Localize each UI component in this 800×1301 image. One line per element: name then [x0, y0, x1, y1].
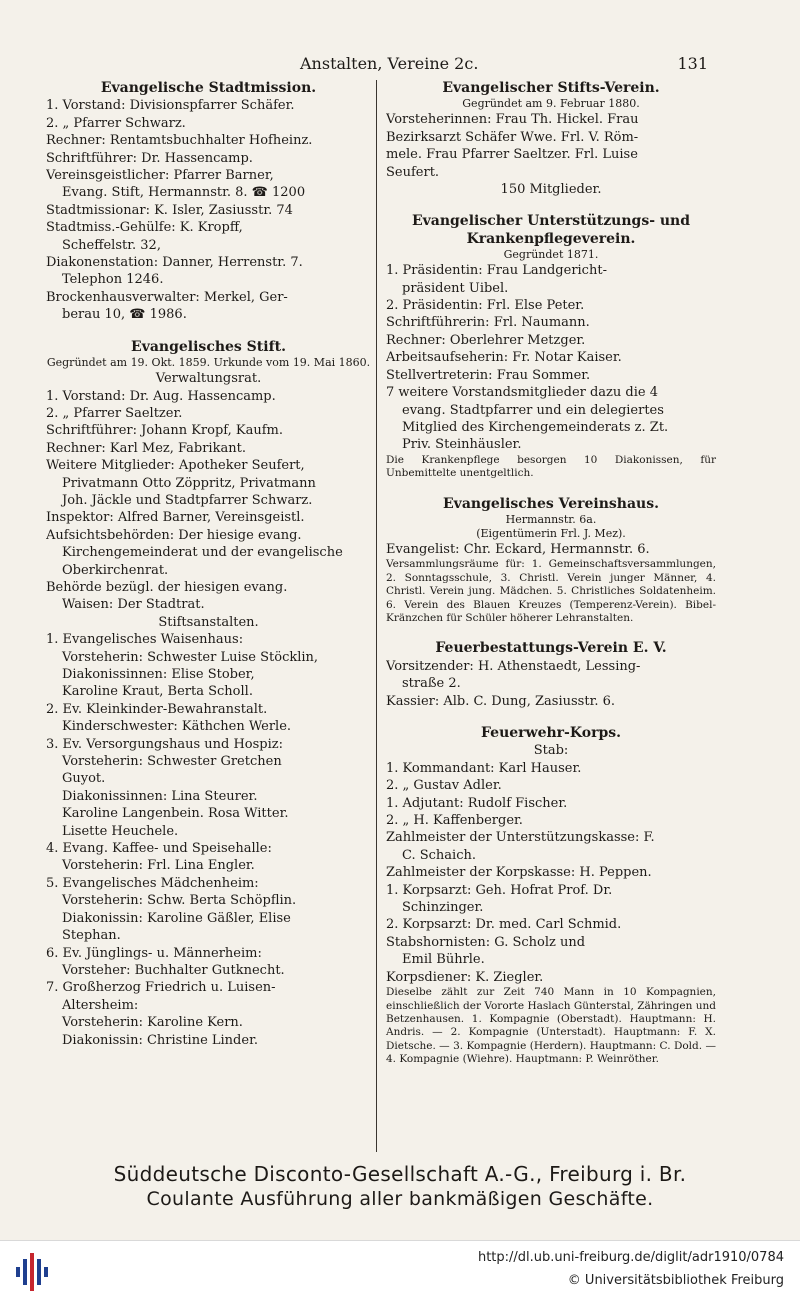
entry-line: Vorsitzender: H. Athenstaedt, Lessing- [386, 658, 641, 674]
entry-line: Telephon 1246. [62, 272, 164, 288]
section-feuerwehr [386, 725, 716, 1067]
section-title: Feuerwehr-Korps. [481, 725, 621, 741]
entry-line: Rechner: Rentamtsbuchhalter Hofheinz. [46, 133, 313, 149]
entry-line: 4. Evang. Kaffee- und Speisehalle: [46, 841, 272, 857]
entry-line: Diakonissin: Christine Linder. [62, 1032, 258, 1048]
entry-line: 1. Evangelisches Waisenhaus: [46, 632, 244, 648]
entry-line: berau 10, ☎ 1986. [62, 307, 187, 323]
entry-line: Vorsteherin: Frl. Lina Engler. [62, 858, 255, 874]
entry-line: 1. Vorstand: Divisionspfarrer Schäfer. [46, 98, 295, 114]
entry-line: Stadtmissionar: K. Isler, Zasiusstr. 74 [46, 202, 293, 218]
entry-line: 2. Ev. Kleinkinder-Bewahranstalt. [46, 701, 268, 717]
section-title: Evangelisches Vereinshaus. [443, 495, 659, 512]
entry-line: Vorsteherin: Schwester Luise Stöcklin, [62, 649, 319, 665]
entry-line: Privatmann Otto Zöppritz, Privatmann [62, 475, 316, 491]
entry-line: Weitere Mitglieder: Apotheker Seufert, [46, 458, 305, 474]
left-column [46, 80, 371, 1049]
section-title: Evangelisches Stift. [131, 338, 286, 355]
entry-line: 1. Kommandant: Karl Hauser. [386, 760, 582, 776]
entry-line: Brockenhausverwalter: Merkel, Ger- [46, 289, 288, 305]
entry-line: Seufert. [386, 164, 440, 180]
entry-line: 1. Vorstand: Dr. Aug. Hassencamp. [46, 388, 276, 404]
section-title: Feuerbestattungs-Verein E. V. [435, 640, 667, 657]
entry-line: Emil Bührle. [402, 952, 485, 968]
section-vereinshaus [386, 496, 716, 626]
entry-line: präsident Uibel. [402, 280, 509, 296]
entry-line: Schriftführerin: Frl. Naumann. [386, 315, 590, 331]
section-title: Evangelischer Stifts-Verein. [442, 80, 660, 96]
entry-line: Vereinsgeistlicher: Pfarrer Barner, [46, 168, 274, 184]
entry-line: Diakonenstation: Danner, Herrenstr. 7. [46, 255, 303, 271]
entry-line: Joh. Jäckle und Stadtpfarrer Schwarz. [62, 492, 313, 508]
entry-line: Lisette Heuchele. [62, 823, 179, 839]
entry-line: evang. Stadtpfarrer und ein delegiertes [402, 402, 664, 418]
section-title: Evangelische Stadtmission. [100, 80, 317, 96]
section-unterstuetzungsverein [386, 213, 716, 480]
entry-line: Diakonissinnen: Lina Steurer. [62, 788, 258, 804]
entry-line: Rechner: Karl Mez, Fabrikant. [46, 440, 246, 456]
page-number: 131 [677, 54, 708, 73]
entry-line: Karoline Kraut, Berta Scholl. [62, 684, 253, 700]
section-title-continued: Krankenpflegeverein. [466, 230, 636, 247]
entry-line: Evangelist: Chr. Eckard, Hermannstr. 6. [386, 541, 650, 557]
entry-line: 1. Adjutant: Rudolf Fischer. [386, 795, 568, 811]
entry-line: Vorsteherin: Karoline Kern. [62, 1015, 243, 1031]
member-count: 150 Mitglieder. [500, 182, 602, 198]
address: Hermannstr. 6a. [505, 512, 597, 526]
entry-line: 2. „ Pfarrer Saeltzer. [46, 405, 183, 421]
entry-line: Schriftführer: Dr. Hassencamp. [46, 150, 253, 166]
subheading: Stab: [533, 743, 569, 759]
section-stiftsverein [386, 80, 716, 198]
entry-line: Bezirksarzt Schäfer Wwe. Frl. V. Röm- [386, 129, 639, 145]
section-title: Evangelischer Unterstützungs- und [411, 213, 691, 230]
advert-line-2: Coulante Ausführung aller bankmäßigen Geschäfte. [146, 1188, 654, 1210]
column-divider [376, 80, 377, 1152]
entry-line: Priv. Steinhäusler. [402, 437, 522, 453]
entry-line: Schriftführer: Johann Kropf, Kaufm. [46, 423, 283, 439]
entry-line: 3. Ev. Versorgungshaus und Hospiz: [46, 736, 284, 752]
entry-line: 2. „ H. Kaffenberger. [386, 813, 523, 829]
advert-line-1: Süddeutsche Disconto-Gesellschaft A.-G., Freiburg i. Br. [113, 1162, 687, 1186]
section-feuerbestattung [386, 640, 716, 710]
entry-line: Mitglied des Kirchengemeinderats z. Zt. [402, 419, 669, 435]
entry-line: 5. Evangelisches Mädchenheim: [46, 875, 259, 891]
right-column [386, 80, 716, 1067]
entry-line: Vorsteherin: Schw. Berta Schöpflin. [62, 893, 297, 909]
entry-line: Rechner: Oberlehrer Metzger. [386, 332, 586, 348]
entry-line: 7. Großherzog Friedrich u. Luisen- [46, 980, 276, 996]
entry-line: Kassier: Alb. C. Dung, Zasiusstr. 6. [386, 693, 616, 709]
entry-line: 2. Korpsarzt: Dr. med. Carl Schmid. [386, 917, 622, 933]
founded-note: Gegründet am 19. Okt. 1859. Urkunde vom 19. Mai 1860. [46, 356, 371, 370]
entry-line: 1. Präsidentin: Frau Landgericht- [386, 263, 607, 279]
entry-line: Stadtmiss.-Gehülfe: K. Kropff, [46, 220, 243, 236]
entry-line: 2. „ Pfarrer Schwarz. [46, 115, 186, 131]
running-title: Anstalten, Vereine 2c. [300, 54, 479, 73]
entry-line: Arbeitsaufseherin: Fr. Notar Kaiser. [386, 350, 622, 366]
entry-line: Vorsteher: Buchhalter Gutknecht. [62, 962, 285, 978]
entry-line: Vorsteherin: Schwester Gretchen [62, 754, 282, 770]
entry-line: Inspektor: Alfred Barner, Vereinsgeistl. [46, 510, 305, 526]
footnote: Dieselbe zählt zur Zeit 740 Mann in 10 Kompagnien, einschließlich der Vororte Haslach Günterstal, Zähringen und Betzenhausen. 1. Kompagnie (Oberstadt). Hauptmann: H. Andris. — 2. Kompagnie (Unterstadt). Hauptmann: F. X. Dietsche. — 3. Kompagnie (Herdern). Hauptmann: C. Dold. — 4. Kompagnie (Wiehre). Hauptmann: P. Weinröther. [386, 986, 716, 1066]
subheading: Stiftsanstalten. [158, 614, 259, 630]
entry-line: 7 weitere Vorstandsmitglieder dazu die 4 [386, 385, 658, 401]
entry-line: Vorsteherinnen: Frau Th. Hickel. Frau [386, 112, 639, 128]
entry-line: 6. Ev. Jünglings- u. Männerheim: [46, 945, 262, 961]
copyright-notice: © Universitätsbibliothek Freiburg [567, 1273, 784, 1288]
entry-line: Behörde bezügl. der hiesigen evang. [46, 579, 288, 595]
section-stift [46, 339, 371, 1049]
viewer-footer-bar [0, 1240, 800, 1301]
entry-line: Evang. Stift, Hermannstr. 8. ☎ 1200 [62, 185, 306, 201]
footnote: Die Krankenpflege besorgen 10 Diakonissen, für Unbemittelte unentgeltlich. [386, 453, 716, 480]
entry-line: Schinzinger. [402, 900, 484, 916]
entry-line: C. Schaich. [402, 847, 477, 863]
entry-line: Stabshornisten: G. Scholz und [386, 934, 586, 950]
entry-line: Oberkirchenrat. [62, 562, 169, 578]
entry-line: Karoline Langenbein. Rosa Witter. [62, 806, 289, 822]
entry-line: Korpsdiener: K. Ziegler. [386, 969, 544, 985]
entry-line: 2. „ Gustav Adler. [386, 778, 502, 794]
owner-note: (Eigentümerin Frl. J. Mez). [476, 526, 626, 540]
ub-freiburg-logo-icon[interactable] [14, 1253, 48, 1291]
entry-line: Kinderschwester: Käthchen Werle. [62, 719, 292, 735]
founded-note: Gegründet 1871. [503, 248, 599, 262]
entry-line: Zahlmeister der Korpskasse: H. Peppen. [386, 865, 652, 881]
entry-line: 1. Korpsarzt: Geh. Hofrat Prof. Dr. [386, 882, 613, 898]
entry-line: straße 2. [402, 676, 461, 692]
subheading: Verwaltungsrat. [155, 371, 262, 387]
entry-line: mele. Frau Pfarrer Saeltzer. Frl. Luise [386, 147, 638, 163]
entry-line: Guyot. [62, 771, 106, 787]
permalink-link[interactable]: http://dl.ub.uni-freiburg.de/diglit/adr1910/0784 [477, 1250, 784, 1265]
entry-line: Zahlmeister der Unterstützungskasse: F. [386, 830, 655, 846]
entry-line: Stephan. [62, 928, 121, 944]
entry-line: Diakonissinnen: Elise Stober, [62, 667, 255, 682]
section-stadtmission [46, 80, 371, 324]
founded-note: Gegründet am 9. Februar 1880. [462, 97, 640, 111]
page-header [0, 52, 800, 78]
entry-line: Diakonissin: Karoline Gäßler, Elise [62, 910, 291, 926]
entry-line: Scheffelstr. 32, [62, 237, 161, 253]
entry-line: Aufsichtsbehörden: Der hiesige evang. [46, 527, 302, 543]
entry-line: Kirchengemeinderat und der evangelische [62, 545, 343, 561]
entry-line: Altersheim: [62, 997, 139, 1013]
entry-line: 2. Präsidentin: Frl. Else Peter. [386, 298, 585, 314]
footnote: Versammlungsräume für: 1. Gemeinschaftsversammlungen, 2. Sonntagsschule, 3. Christl. Verein junger Männer, 4. Christl. Verein jung. Mädchen. 5. Christliches Soldatenheim. 6. Verein des Blauen Kreuzes (Temperenz-Verein). Bibel-Kränzchen für Schüler höherer Lehranstalten. [386, 558, 716, 624]
entry-line: Waisen: Der Stadtrat. [62, 597, 205, 613]
entry-line: Stellvertreterin: Frau Sommer. [386, 367, 591, 383]
